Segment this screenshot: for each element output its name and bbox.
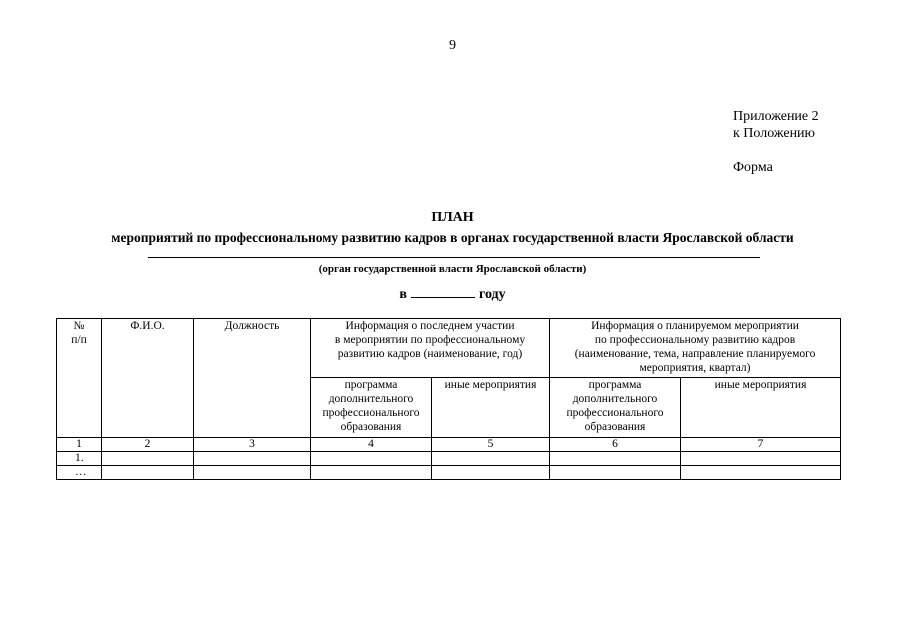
program-planned-cell[interactable]: [550, 466, 681, 480]
column-number: 7: [681, 438, 841, 452]
subheader-other-planned: иные мероприятия: [681, 378, 841, 438]
column-number: 6: [550, 438, 681, 452]
other-last-cell[interactable]: [432, 466, 550, 480]
column-number-row: [57, 438, 841, 452]
subheader-other-last: иные мероприятия: [432, 378, 550, 438]
appendix-reference: [733, 108, 819, 142]
org-blank-line[interactable]: [148, 257, 760, 258]
column-number: 3: [194, 438, 311, 452]
year-prefix: в: [399, 287, 407, 302]
header-planned-event: Информация о планируемом мероприятии по профессиональному развитию кадров (наименование, тема, направление планируемого мероприятия, квартал): [550, 319, 841, 378]
header-num: № п/п: [57, 319, 102, 438]
table-row: [57, 452, 841, 466]
header-fio: Ф.И.О.: [102, 319, 194, 438]
column-number: 2: [102, 438, 194, 452]
appendix-line-2: к Положению: [733, 126, 816, 141]
table-header-row: [57, 319, 841, 378]
position-cell[interactable]: [194, 466, 311, 480]
column-number: 5: [432, 438, 550, 452]
org-caption: (орган государственной власти Ярославской области): [318, 263, 587, 275]
column-number: 4: [311, 438, 432, 452]
year-blank-field[interactable]: [411, 285, 475, 298]
row-number: …: [57, 466, 102, 480]
year-suffix: году: [478, 287, 506, 302]
subheader-program-last: программа дополнительного профессионального образования: [311, 378, 432, 438]
fio-cell[interactable]: [102, 466, 194, 480]
other-last-cell[interactable]: [432, 452, 550, 466]
other-planned-cell[interactable]: [681, 466, 841, 480]
year-line: [0, 285, 905, 303]
appendix-line-1: Приложение 2: [733, 109, 819, 124]
other-planned-cell[interactable]: [681, 452, 841, 466]
form-label: Форма: [733, 160, 773, 175]
row-number: 1.: [57, 452, 102, 466]
header-last-participation: Информация о последнем участии в мероприятии по профессиональному развитию кадров (наименование, год): [311, 319, 550, 378]
program-last-cell[interactable]: [311, 466, 432, 480]
position-cell[interactable]: [194, 452, 311, 466]
page-number: 9: [449, 38, 456, 53]
column-number: 1: [57, 438, 102, 452]
program-planned-cell[interactable]: [550, 452, 681, 466]
subheader-program-planned: программа дополнительного профессионального образования: [550, 378, 681, 438]
fio-cell[interactable]: [102, 452, 194, 466]
program-last-cell[interactable]: [311, 452, 432, 466]
document-subtitle: мероприятий по профессиональному развитию кадров в органах государственной власти Ярославской области: [111, 230, 794, 245]
plan-table: [56, 318, 841, 480]
document-title: ПЛАН: [431, 210, 474, 225]
table-row: [57, 466, 841, 480]
header-position: Должность: [194, 319, 311, 438]
